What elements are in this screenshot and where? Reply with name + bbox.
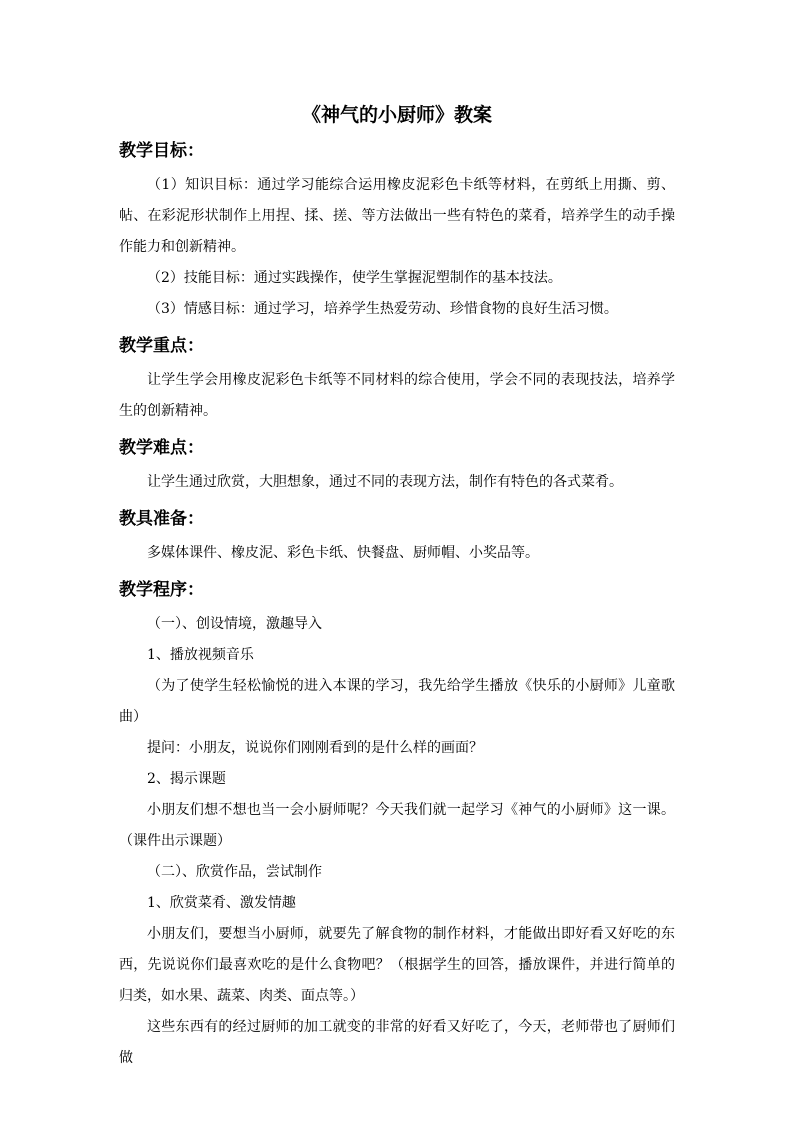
- paragraph: 提问：小朋友，说说你们刚刚看到的是什么样的画面？: [147, 740, 483, 756]
- paragraph: 1、欣赏菜肴、激发情趣: [147, 895, 296, 911]
- paragraph: 这些东西有的经过厨师的加工就变的非常的好看又好吃了，今天，老师带也了厨师们做: [119, 1019, 675, 1066]
- section-heading: 教学重点：: [119, 336, 204, 356]
- paragraph: （一）、创设情境，激趣导入: [147, 616, 322, 632]
- paragraph: （1）知识目标：通过学习能综合运用橡皮泥彩色卡纸等材料，在剪纸上用撕、剪、帖、在彩泥形状制作上用捏、揉、搓、等方法做出一些有特色的菜肴，培养学生的动手操作能力和创新精神。: [119, 177, 675, 255]
- paragraph: 让学生学会用橡皮泥彩色卡纸等不同材料的综合使用，学会不同的表现技法，培养学生的创新精神。: [119, 372, 675, 419]
- paragraph: 小朋友们想不想也当一会小厨师呢？今天我们就一起学习《神气的小厨师》这一课。（课件出示课题）: [119, 802, 675, 849]
- paragraph: 多媒体课件、橡皮泥、彩色卡纸、快餐盘、厨师帽、小奖品等。: [147, 545, 539, 561]
- section-materials: [119, 506, 675, 569]
- section-procedure: [119, 577, 675, 1074]
- section-heading: 教学目标：: [119, 141, 204, 161]
- paragraph: 让学生通过欣赏，大胆想象，通过不同的表现方法，制作有特色的各式菜肴。: [147, 474, 623, 490]
- paragraph: 1、播放视频音乐: [147, 647, 254, 663]
- paragraph: （2）技能目标：通过实践操作，使学生掌握泥塑制作的基本技法。: [147, 270, 562, 286]
- document-title: 《神气的小厨师》教案: [301, 104, 492, 126]
- paragraph: 2、揭示课题: [147, 771, 226, 787]
- document-body: [119, 100, 675, 1074]
- section-heading: 教具准备：: [119, 509, 204, 529]
- paragraph: （3）情感目标：通过学习，培养学生热爱劳动、珍惜食物的良好生活习惯。: [147, 301, 618, 317]
- section-heading: 教学程序：: [119, 580, 204, 600]
- paragraph: 小朋友们，要想当小厨师，就要先了解食物的制作材料，才能做出即好看又好吃的东西，先说说你们最喜欢吃的是什么食物吧？（根据学生的回答，播放课件，并进行简单的归类，如水果、蔬菜、肉类、面点等。）: [119, 926, 675, 1004]
- section-objectives: [119, 138, 675, 325]
- section-key-points: [119, 333, 675, 427]
- section-heading: 教学难点：: [119, 438, 204, 458]
- paragraph: （二）、欣赏作品，尝试制作: [147, 864, 322, 880]
- section-difficulties: [119, 435, 675, 498]
- paragraph: （为了使学生轻松愉悦的进入本课的学习，我先给学生播放《快乐的小厨师》儿童歌曲）: [119, 678, 675, 725]
